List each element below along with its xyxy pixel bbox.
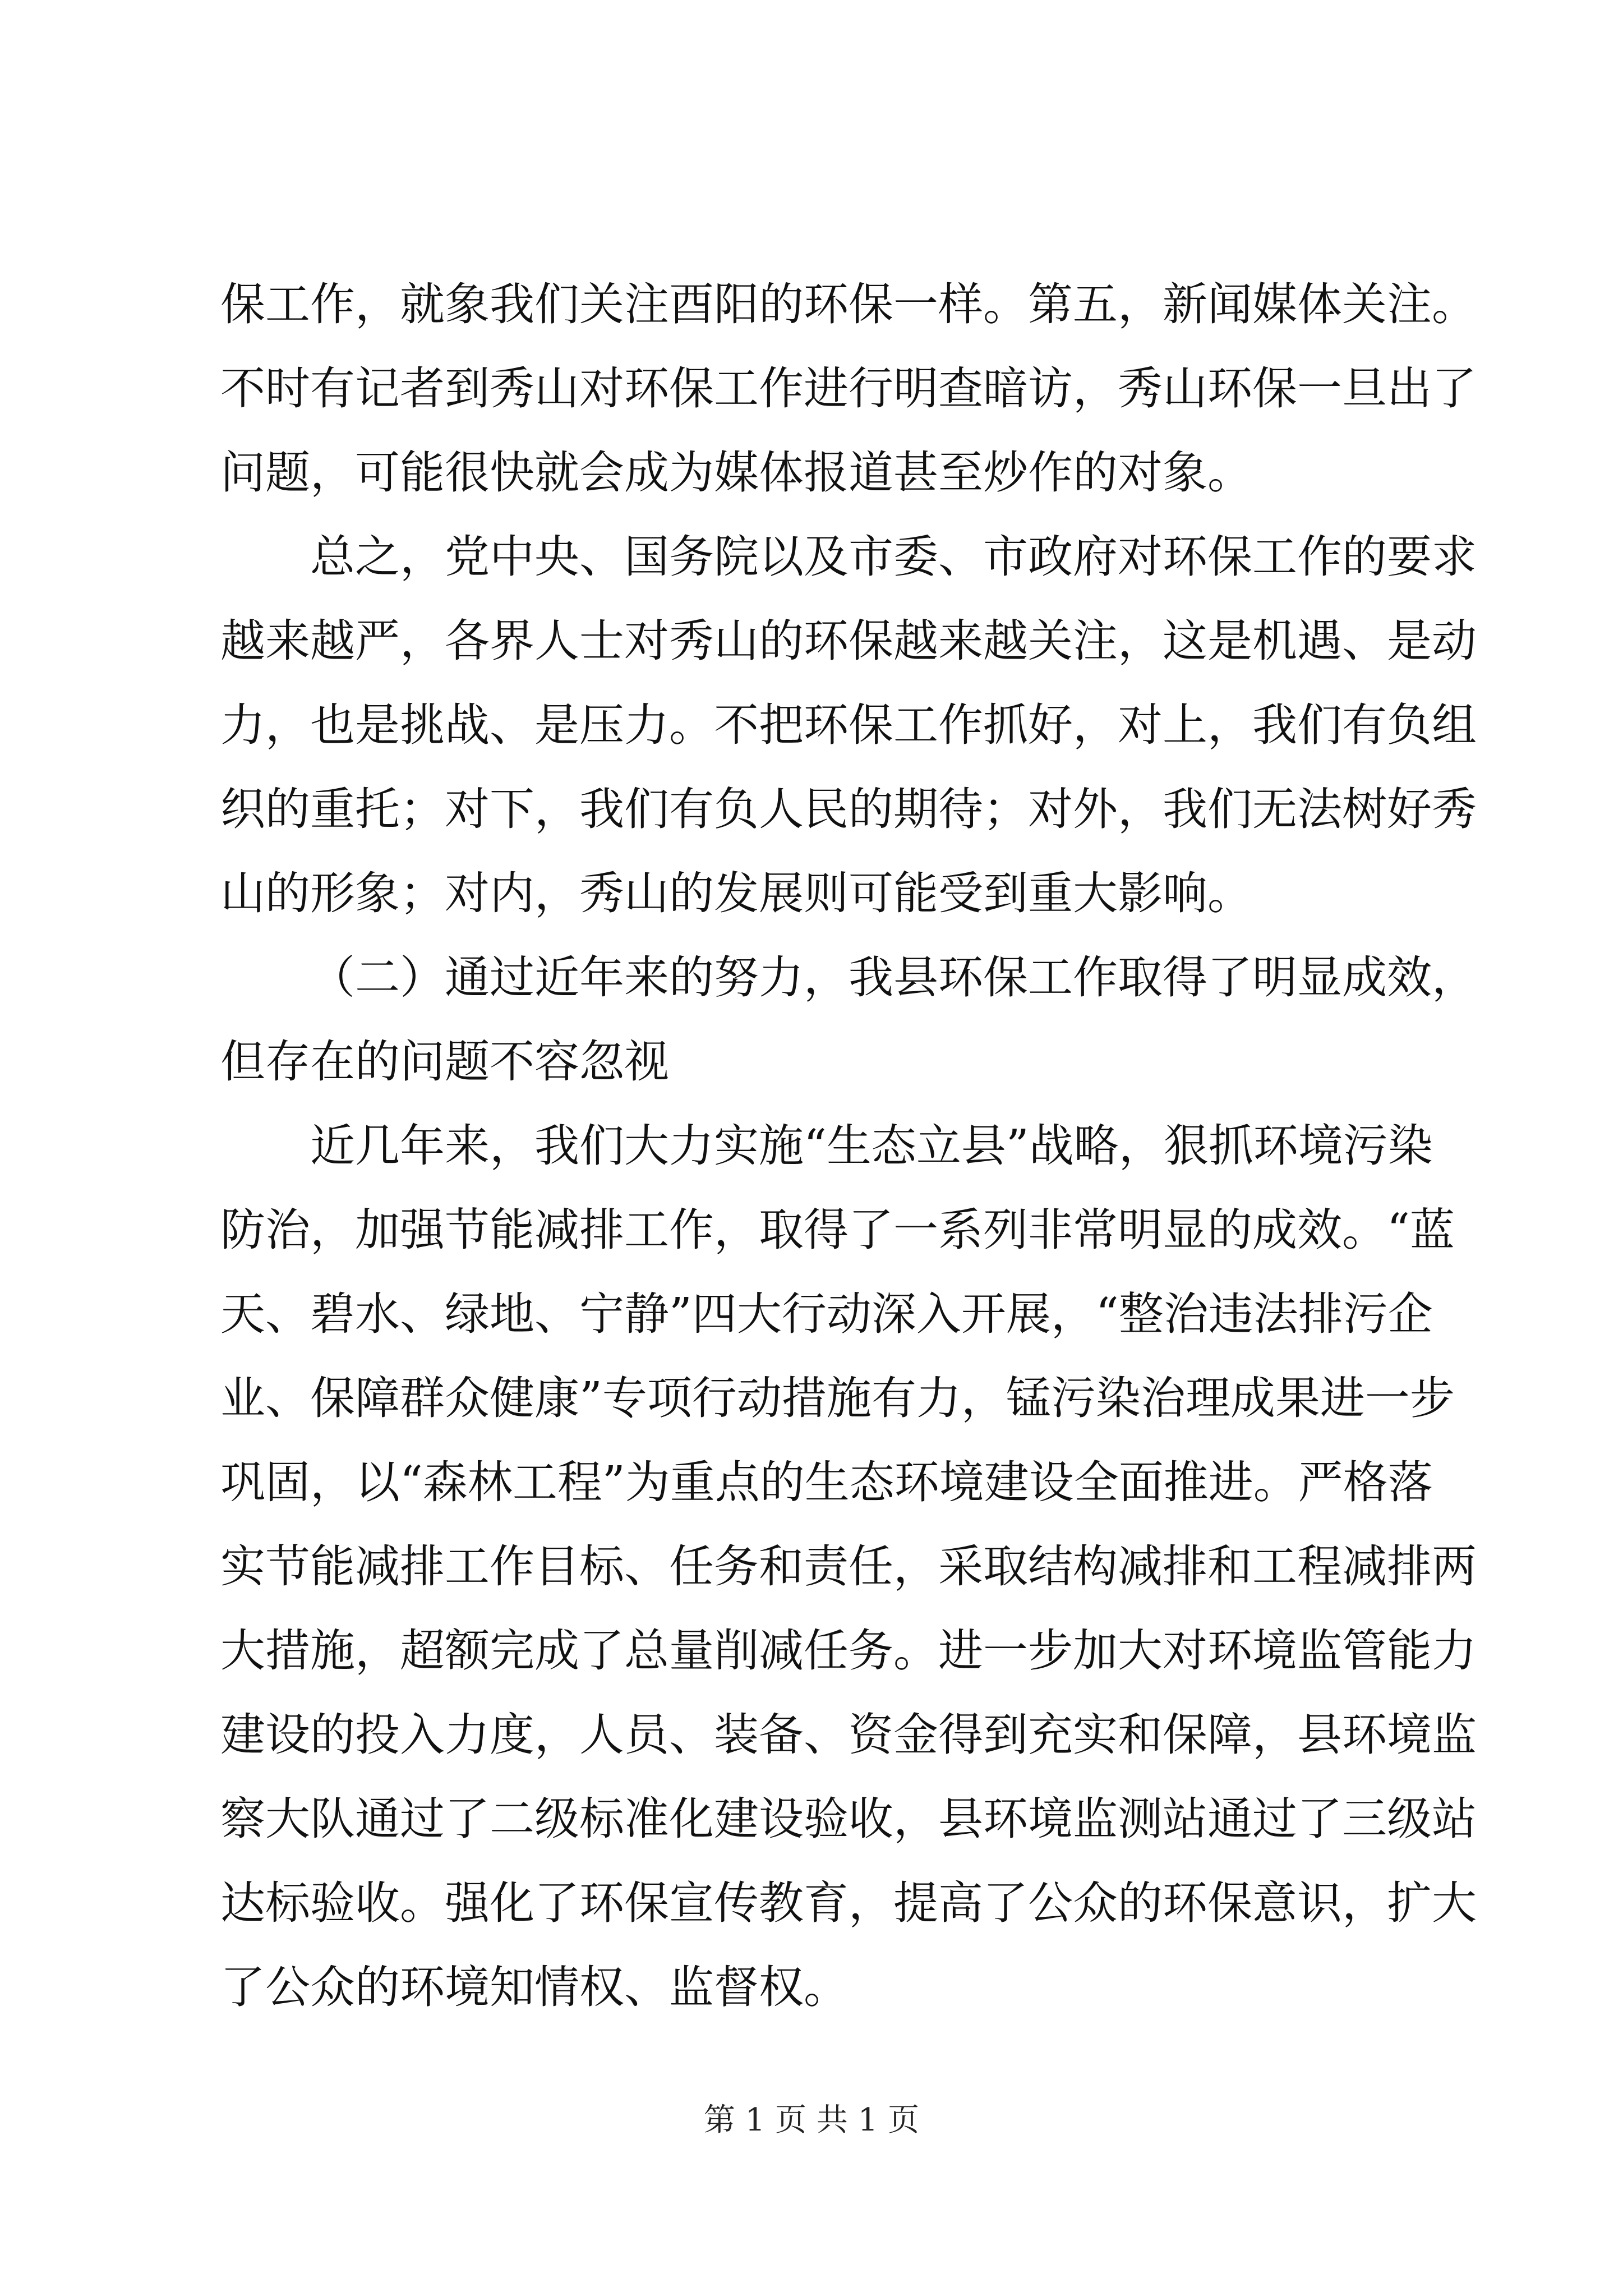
text-line: 巩固，以“森林工程”为重点的生态环境建设全面推进。严格落 (220, 1456, 1433, 1508)
text-line: 问题，可能很快就会成为媒体报道甚至炒作的对象。 (220, 447, 1252, 499)
section-heading (220, 936, 1477, 1104)
text-line: 天、碧水、绿地、宁静”四大行动深入开展，“整治违法排污企 (220, 1288, 1433, 1340)
text-line: 防治，加强节能减排工作，取得了一系列非常明显的成效。“蓝 (220, 1204, 1455, 1256)
text-line: 不时有记者到秀山对环保工作进行明查暗访，秀山环保一旦出了 (220, 362, 1477, 415)
text-line: 业、保障群众健康”专项行动措施有力，锰污染治理成果进一步 (220, 1372, 1455, 1424)
text-line: 保工作，就象我们关注酉阳的环保一样。第五，新闻媒体关注。 (220, 278, 1477, 330)
text-line: 但存在的问题不容忽视 (220, 1036, 669, 1088)
page-number-label: 第 1 页 共 1 页 (703, 2102, 920, 2138)
text-line: 总之，党中央、国务院以及市委、市政府对环保工作的要求 (310, 531, 1477, 583)
text-line: 察大队通过了二级标准化建设验收，县环境监测站通过了三级站 (220, 1793, 1477, 1845)
text-line: 达标验收。强化了环保宣传教育，提高了公众的环保意识，扩大 (220, 1877, 1477, 1929)
text-line: 织的重托；对下，我们有负人民的期待；对外，我们无法树好秀 (220, 783, 1477, 835)
text-line: （二）通过近年来的努力，我县环保工作取得了明显成效， (310, 951, 1477, 1004)
page-footer (0, 2098, 1623, 2143)
text-line: 建设的投入力度，人员、装备、资金得到充实和保障，县环境监 (220, 1709, 1477, 1761)
paragraph-4 (220, 1104, 1477, 2030)
text-line: 力，也是挑战、是压力。不把环保工作抓好，对上，我们有负组 (220, 699, 1477, 751)
paragraph-1 (220, 263, 1477, 515)
text-line: 实节能减排工作目标、任务和责任，采取结构减排和工程减排两 (220, 1540, 1477, 1593)
text-line: 越来越严，各界人士对秀山的环保越来越关注，这是机遇、是动 (220, 615, 1477, 667)
text-line: 山的形象；对内，秀山的发展则可能受到重大影响。 (220, 867, 1252, 919)
text-line: 大措施，超额完成了总量削减任务。进一步加大对环境监管能力 (220, 1625, 1477, 1677)
text-line: 了公众的环境知情权、监督权。 (220, 1961, 849, 2013)
paragraph-2 (220, 515, 1477, 936)
document-body (220, 263, 1477, 2030)
text-line: 近几年来，我们大力实施“生态立县”战略，狠抓环境污染 (310, 1120, 1433, 1172)
